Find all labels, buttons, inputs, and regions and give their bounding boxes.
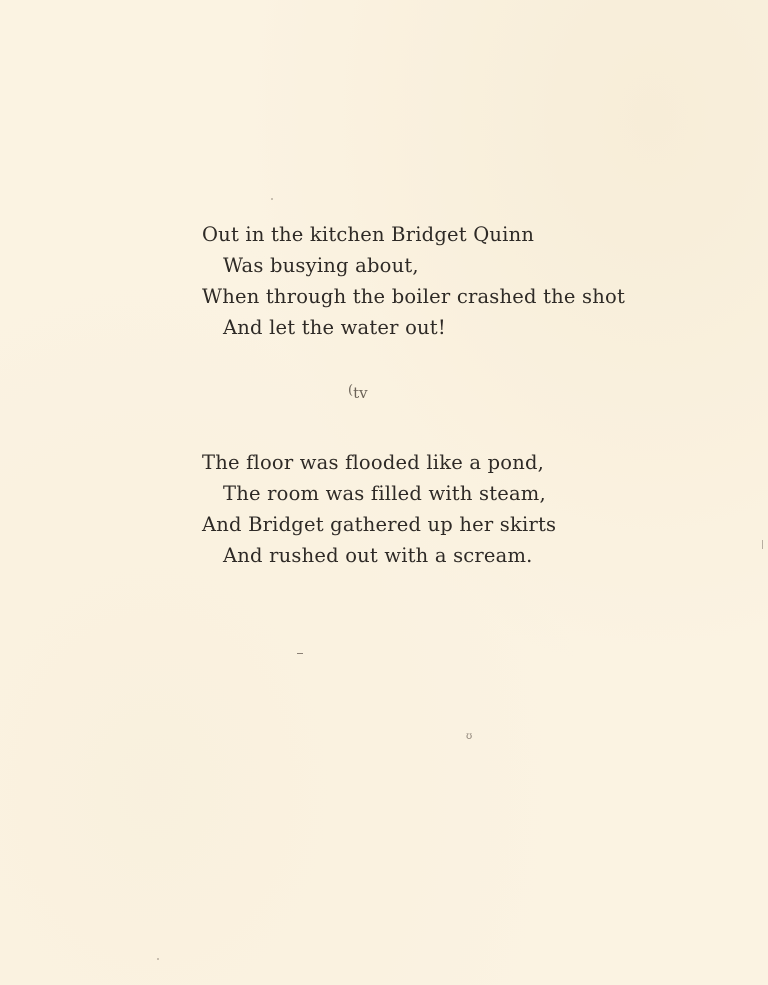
ornament-hook: (: [348, 383, 354, 398]
poem-line: And let the water out!: [223, 316, 446, 339]
paper-speck: [157, 958, 159, 960]
paper-speck: [762, 540, 763, 549]
stanza-2: [202, 447, 556, 571]
printer-ornament: [348, 384, 368, 402]
stanza-1: [202, 219, 625, 343]
poem-line: The room was filled with steam,: [223, 482, 546, 505]
poem-line: And Bridget gathered up her skirts: [202, 513, 557, 536]
stray-mark: ʊ: [466, 731, 473, 742]
poem-line: When through the boiler crashed the shot: [202, 285, 625, 308]
paper-speck: [297, 653, 303, 654]
poem-line: And rushed out with a scream.: [223, 544, 533, 567]
paper-speck: [271, 198, 273, 200]
poem-line: Was busying about,: [223, 254, 419, 277]
poem-line: The floor was flooded like a pond,: [202, 451, 545, 474]
ornament-text: tv: [353, 384, 368, 402]
poem-line: Out in the kitchen Bridget Quinn: [202, 223, 535, 246]
